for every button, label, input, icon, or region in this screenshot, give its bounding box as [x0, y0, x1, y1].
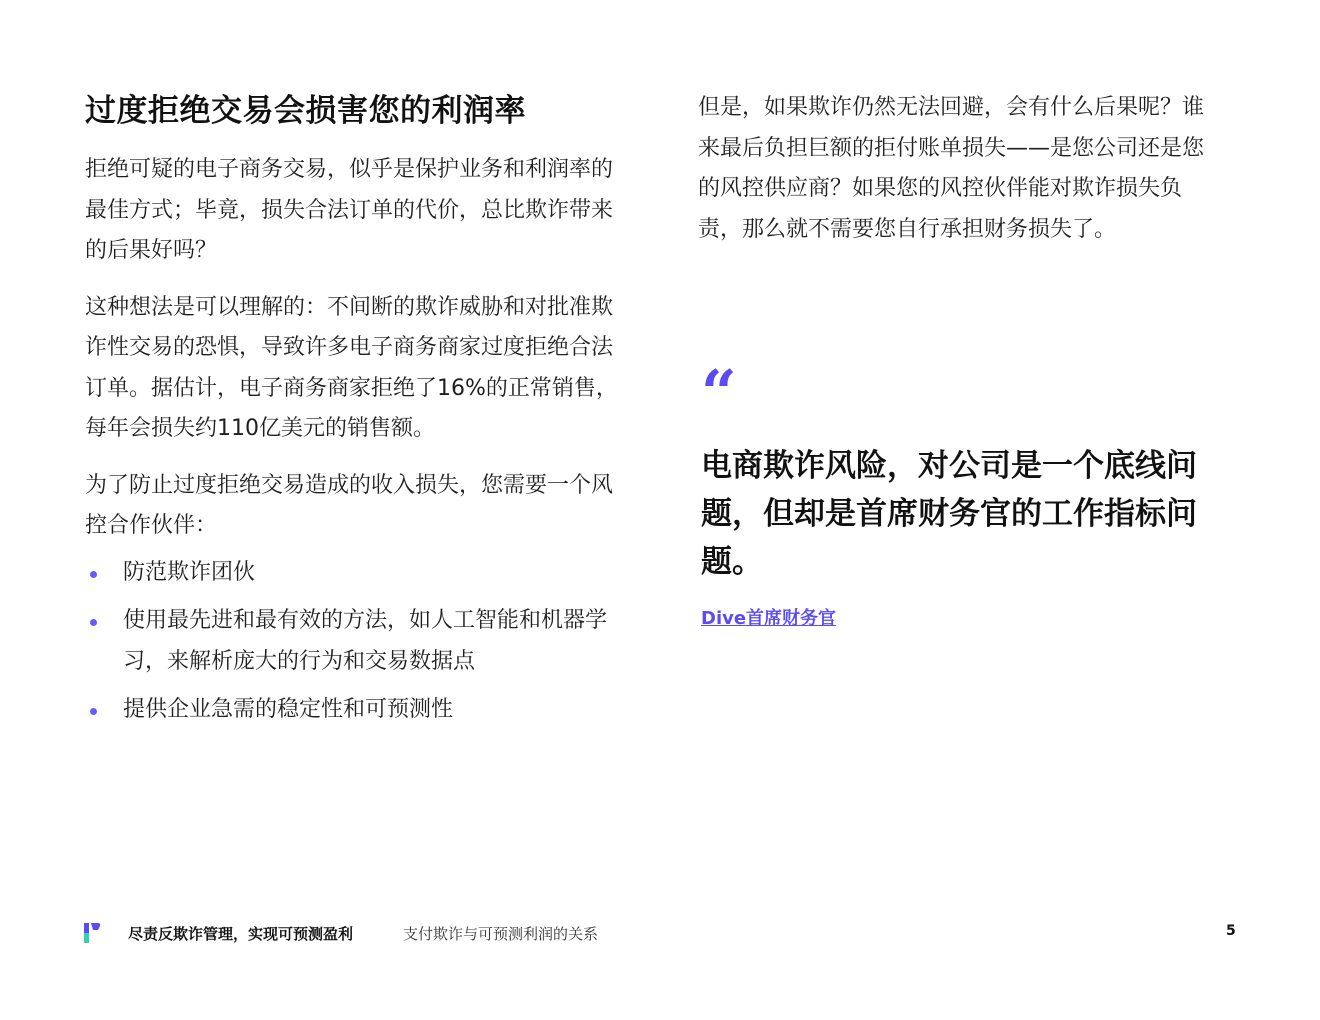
- partner-paragraph: 为了防止过度拒绝交易造成的收入损失，您需要一个风控合作伙伴：: [85, 472, 614, 538]
- bullet-dot-icon: [90, 619, 97, 626]
- right-column: [698, 88, 1208, 266]
- page-title: 过度拒绝交易会损害您的利润率: [85, 93, 526, 129]
- footer-document-title: 尽责反欺诈管理，实现可预测盈利: [128, 925, 354, 943]
- brand-logo-icon: [84, 921, 102, 943]
- list-item: [85, 553, 630, 594]
- bullet-dot-icon: [90, 571, 97, 578]
- list-item-text: 防范欺诈团伙: [123, 559, 256, 585]
- list-item: [85, 601, 630, 682]
- bullet-dot-icon: [90, 708, 97, 715]
- left-column: [85, 90, 630, 739]
- footer: [0, 918, 1320, 948]
- list-item: [85, 690, 630, 731]
- list-item-text: 提供企业急需的稳定性和可预测性: [123, 697, 454, 722]
- explanation-paragraph: 这种想法是可以理解的：不间断的欺诈威胁和对批准欺诈性交易的恐惧，导致许多电子商务商家过度拒绝合法订单。据估计，电子商务商家拒绝了16%的正常销售，每年会损失约110亿美元的销售额。: [85, 294, 618, 441]
- footer-section-title: 支付欺诈与可预测利润的关系: [403, 925, 599, 943]
- pull-quote: 电商欺诈风险，对公司是一个底线问题，但却是首席财务官的工作指标问题。: [701, 448, 1197, 580]
- quote-source-link[interactable]: Dive首席财务官: [701, 608, 837, 629]
- intro-paragraph: 拒绝可疑的电子商务交易，似乎是保护业务和利润率的最佳方式；毕竟，损失合法订单的代价，总比欺诈带来的后果好吗？: [85, 157, 614, 263]
- page-number: 5: [1226, 923, 1236, 939]
- quote-mark-icon: “: [701, 356, 737, 429]
- list-item-text: 使用最先进和最有效的方法，如人工智能和机器学习，来解析庞大的行为和交易数据点: [123, 608, 608, 674]
- bullet-list: [85, 553, 630, 731]
- consequence-paragraph: 但是，如果欺诈仍然无法回避，会有什么后果呢？谁来最后负担巨额的拒付账单损失——是您公司还是您的风控供应商？如果您的风控伙伴能对欺诈损失负责，那么就不需要您自行承担财务损失了。: [698, 95, 1205, 242]
